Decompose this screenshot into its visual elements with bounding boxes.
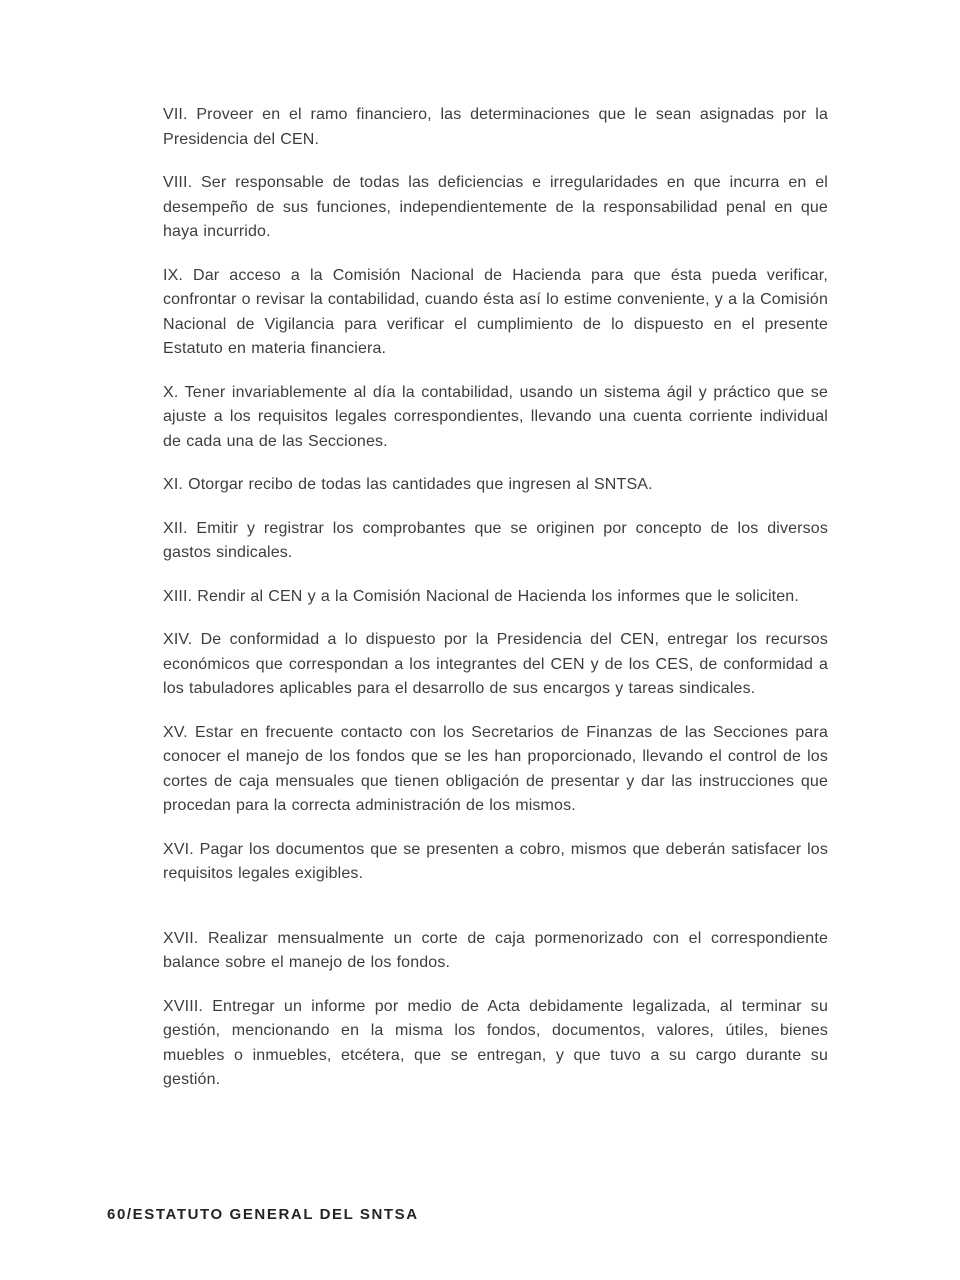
paragraph-xv: XV. Estar en frecuente contacto con los Secretarios de Finanzas de las Secciones para conocer el manejo de los fondos que se les han proporcionado, llevando el control de los cortes de caja mensuales que tienen obligación de presentar y dar las instrucciones que procedan para la correcta administración de los mismos. <box>163 723 828 814</box>
page-footer: 60/ESTATUTO GENERAL DEL SNTSA <box>107 1206 419 1223</box>
paragraph-xiv: XIV. De conformidad a lo dispuesto por la Presidencia del CEN, entregar los recursos económicos que correspondan a los integrantes del CEN y de los CES, de conformidad a los tabuladores aplicables para el desarrollo de sus encargos y tareas sindicales. <box>163 631 828 697</box>
paragraph-xii: XII. Emitir y registrar los comprobantes que se originen por concepto de los diversos gastos sindicales. <box>163 519 828 561</box>
paragraph-xvii: XVII. Realizar mensualmente un corte de caja pormenorizado con el correspondiente balance sobre el manejo de los fondos. <box>163 929 828 971</box>
paragraph-xviii: XVIII. Entregar un informe por medio de Acta debidamente legalizada, al terminar su gestión, mencionando en la misma los fondos, documentos, valores, útiles, bienes muebles o inmuebles, etcétera, que se entregan, y que tuvo a su cargo durante su gestión. <box>163 997 828 1088</box>
paragraph-xvi: XVI. Pagar los documentos que se presenten a cobro, mismos que deberán satisfacer los requisitos legales exigibles. <box>163 840 828 882</box>
paragraph-x: X. Tener invariablemente al día la contabilidad, usando un sistema ágil y práctico que se ajuste a los requisitos legales correspondientes, llevando una cuenta corriente individual de cada una de las Secciones. <box>163 383 828 450</box>
paragraph-viii: VIII. Ser responsable de todas las deficiencias e irregularidades en que incurra en el desempeño de sus funciones, independientemente de la responsabilidad penal en que haya incurrido. <box>163 174 828 240</box>
paragraph-ix: IX. Dar acceso a la Comisión Nacional de Hacienda para que ésta pueda verificar, confrontar o revisar la contabilidad, cuando ésta así lo estime conveniente, y a la Comisión Nacional de Vigilancia para verificar el cumplimiento de lo dispuesto en el presente Estatuto en materia financiera. <box>163 266 828 357</box>
document-body <box>163 103 828 1112</box>
paragraph-xi: XI. Otorgar recibo de todas las cantidades que ingresen al SNTSA. <box>163 476 653 493</box>
paragraph-xiii: XIII. Rendir al CEN y a la Comisión Nacional de Hacienda los informes que le soliciten. <box>163 587 799 605</box>
paragraph-vii: VII. Proveer en el ramo financiero, las determinaciones que le sean asignadas por la Presidencia del CEN. <box>163 106 828 148</box>
